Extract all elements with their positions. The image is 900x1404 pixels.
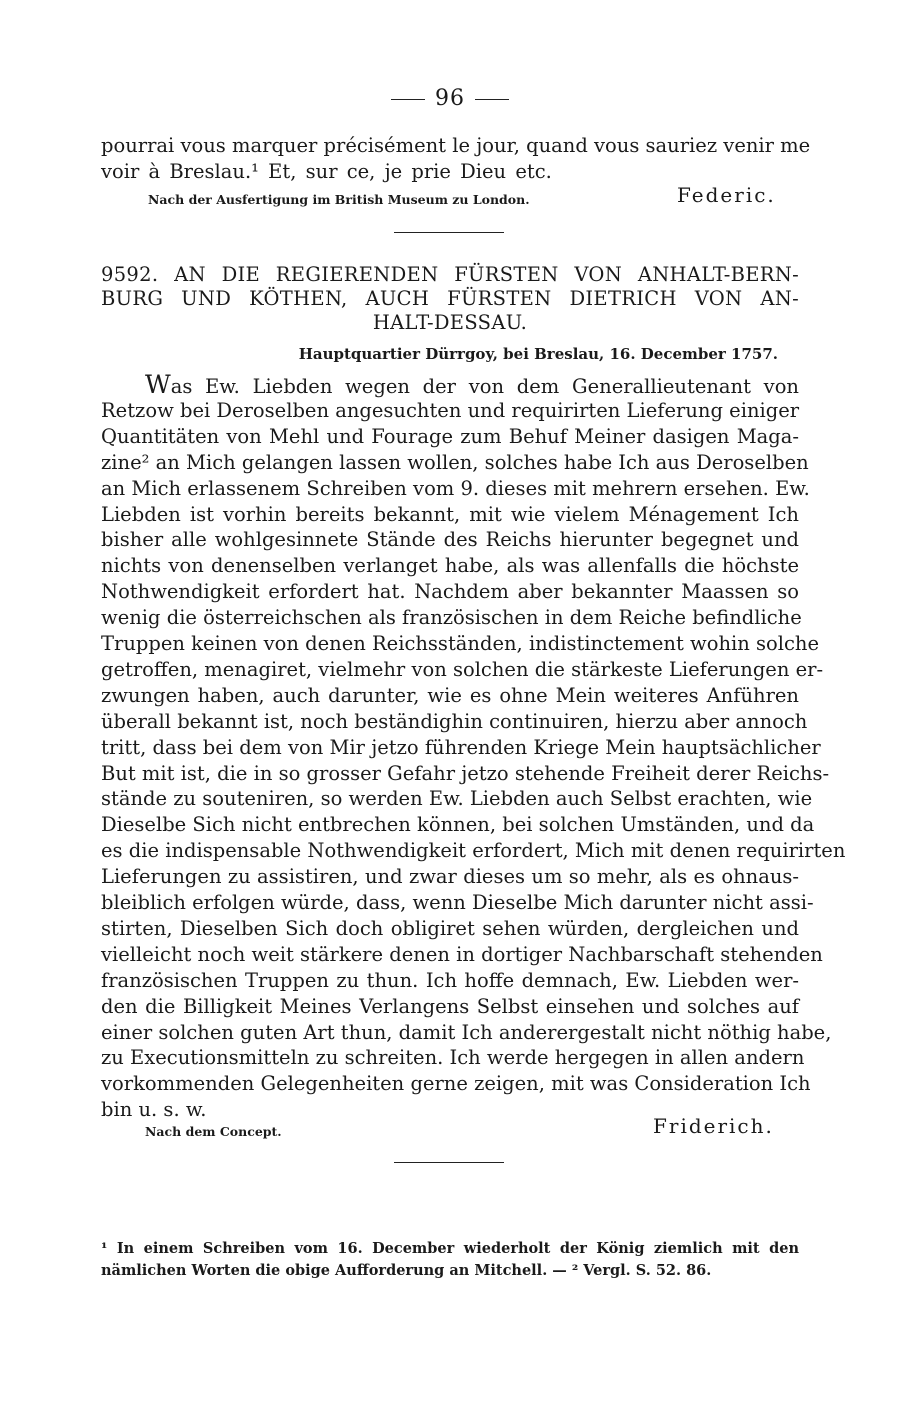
letter-body-line: zu Executionsmitteln zu schreiten. Ich werde hergegen in allen andern <box>101 1046 805 1070</box>
letter-body-line: zine² an Mich gelangen lassen wollen, solches habe Ich aus Deroselben <box>101 450 809 474</box>
dateline: Hauptquartier Dürrgoy, bei Breslau, 16. December 1757. <box>298 345 778 363</box>
letter-body-line: nichts von denenselben verlanget habe, als was allenfalls die höchste <box>101 554 799 578</box>
letter-body-line: Dieselbe Sich nicht entbrechen können, bei solchen Umständen, und da <box>101 813 815 837</box>
source-note: Nach dem Concept. <box>145 1124 282 1139</box>
page-number-dash-left <box>391 99 425 100</box>
letter-body-line: stirten, Dieselben Sich doch obligiret sehen würden, dergleichen und <box>101 916 799 940</box>
letter-body-line: Nothwendigkeit erfordert hat. Nachdem aber bekannter Maassen so <box>101 580 799 604</box>
separator-rule <box>394 1162 504 1163</box>
letter-body-line: stände zu souteniren, so werden Ew. Liebden auch Selbst erachten, wie <box>101 787 813 811</box>
letter-heading-line: HALT-DESSAU. <box>372 311 528 334</box>
signature: Friderich. <box>653 1114 774 1138</box>
letter-body-line: an Mich erlassenem Schreiben vom 9. dieses mit mehrern ersehen. Ew. <box>101 476 810 500</box>
continuation-line: pourrai vous marquer précisément le jour, quand vous sauriez venir me <box>101 134 811 157</box>
letter-body-line: Lieferungen zu assistiren, und zwar dieses um so mehr, als es ohnaus- <box>101 865 799 889</box>
letter-body-line: Liebden ist vorhin bereits bekannt, mit wie vielem Ménagement Ich <box>101 502 799 526</box>
letter-body-line: wenig die österreichschen als französischen in dem Reiche befindliche <box>101 606 802 630</box>
letter-body-line: bin u. s. w. <box>101 1098 207 1122</box>
letter-body-line: vielleicht noch weit stärkere denen in dortiger Nachbarschaft stehenden <box>101 942 823 966</box>
letter-body-line: es die indispensable Nothwendigkeit erfordert, Mich mit denen requirirten <box>101 839 846 863</box>
letter-body-line: einer solchen guten Art thun, damit Ich anderergestalt nicht nöthig habe, <box>101 1020 832 1044</box>
separator-rule <box>394 232 504 233</box>
letter-body-line: Was Ew. Liebden wegen der von dem Generallieutenant von <box>145 370 799 399</box>
footnote-line: ¹ In einem Schreiben vom 16. December wiederholt der König ziemlich mit den <box>101 1240 799 1257</box>
source-note: Nach der Ausfertigung im British Museum zu London. <box>148 192 530 207</box>
footnote-line: nämlichen Worten die obige Aufforderung an Mitchell. — ² Vergl. S. 52. 86. <box>101 1262 712 1279</box>
letter-heading-line: 9592. AN DIE REGIERENDEN FÜRSTEN VON ANHALT-BERN- <box>101 263 799 286</box>
letter-body-line: vorkommenden Gelegenheiten gerne zeigen, mit was Consideration Ich <box>101 1072 811 1096</box>
continuation-line: voir à Breslau.¹ Et, sur ce, je prie Dieu etc. <box>101 160 552 183</box>
letter-body-line: tritt, dass bei dem von Mir jetzo führenden Kriege Mein hauptsächlicher <box>101 735 821 759</box>
page-number <box>0 86 900 111</box>
letter-body-line: Quantitäten von Mehl und Fourage zum Behuf Meiner dasigen Maga- <box>101 424 799 448</box>
letter-body-line: Truppen keinen von denen Reichsständen, indistinctement wohin solche <box>101 632 820 655</box>
letter-body-line: Retzow bei Deroselben angesuchten und requirirten Lieferung einiger <box>101 398 800 422</box>
letter-body-line: bisher alle wohlgesinnete Stände des Reichs hierunter begegnet und <box>101 528 799 552</box>
letter-heading-line: BURG UND KÖTHEN, AUCH FÜRSTEN DIETRICH VON AN- <box>101 287 799 310</box>
signature: Federic. <box>677 183 776 207</box>
letter-body-line: But mit ist, die in so grosser Gefahr jetzo stehende Freiheit derer Reichs- <box>101 761 830 785</box>
letter-body-line: französischen Truppen zu thun. Ich hoffe demnach, Ew. Liebden wer- <box>101 968 799 992</box>
page-number-text: 96 <box>435 86 465 111</box>
page-number-dash-right <box>475 99 509 100</box>
letter-body-line: bleiblich erfolgen würde, dass, wenn Dieselbe Mich darunter nicht assi- <box>101 891 814 914</box>
letter-body-line: überall bekannt ist, noch beständighin continuiren, hierzu aber annoch <box>101 709 808 733</box>
letter-body-line: den die Billigkeit Meines Verlangens Selbst einsehen und solches auf <box>101 994 799 1018</box>
letter-body-line: getroffen, menagiret, vielmehr von solchen die stärkeste Lieferungen er- <box>101 657 824 681</box>
letter-body-line: zwungen haben, auch darunter, wie es ohne Mein weiteres Anführen <box>101 683 799 707</box>
initial-letter: W <box>145 370 171 399</box>
